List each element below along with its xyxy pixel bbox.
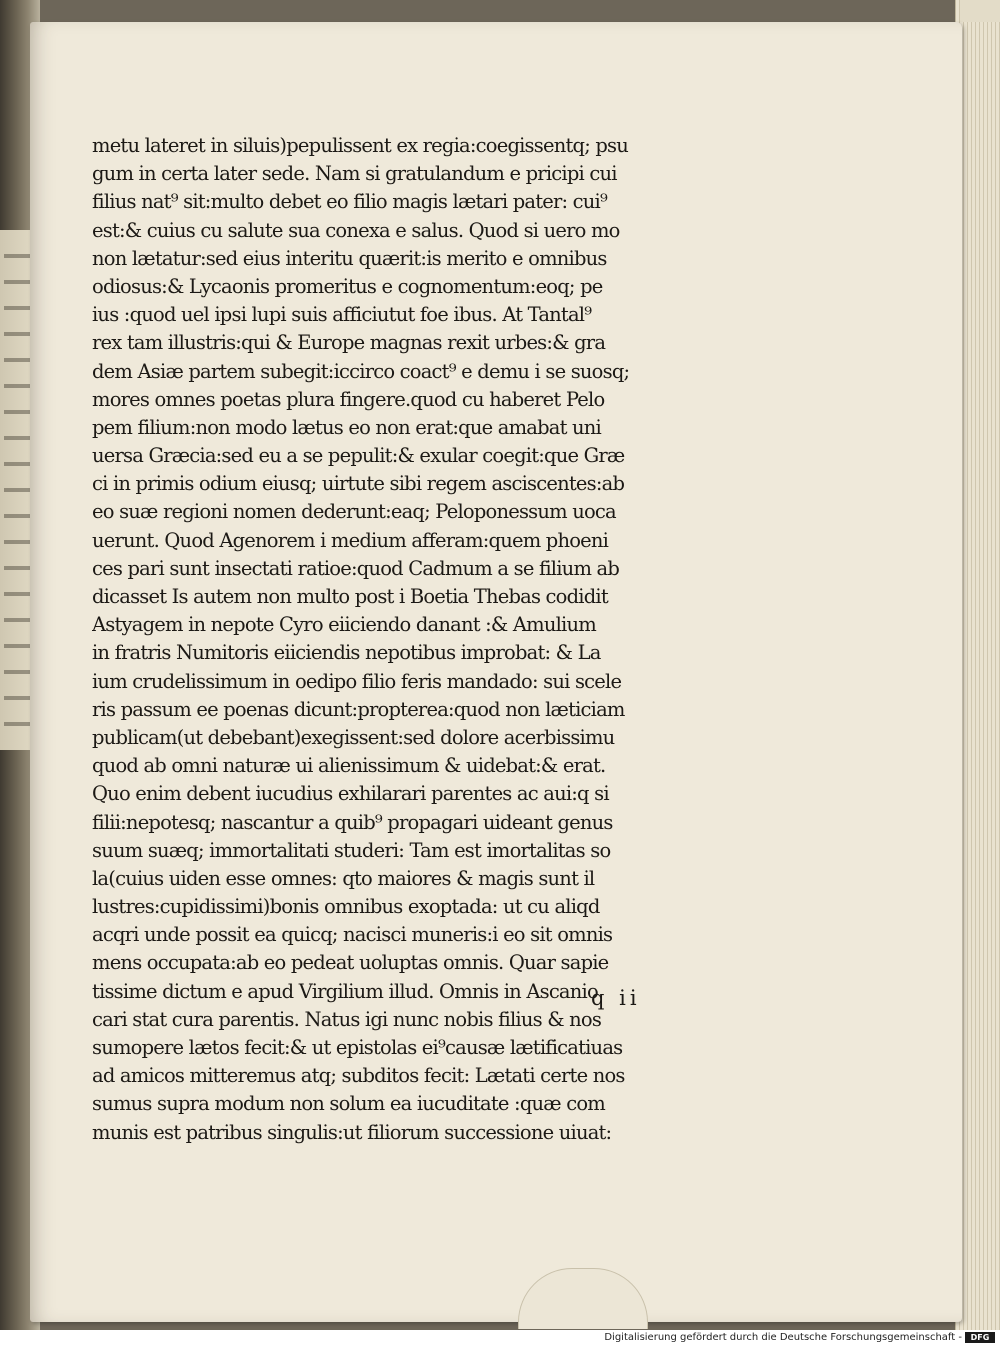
text-line: sumopere lætos fecit:& ut epistolas ei⁹causæ lætificatiuas bbox=[92, 1036, 623, 1059]
text-line: non lætatur:sed eius interitu quærit:is merito e omnibus bbox=[92, 246, 607, 270]
page-corner bbox=[960, 0, 1000, 22]
text-line: ius :quod uel ipsi lupi suis afficiutut foe ibus. At Tantal⁹ bbox=[92, 303, 592, 327]
text-line: publicam(ut debebant)exegissent:sed dolore acerbissimu bbox=[92, 725, 615, 749]
text-line: la(cuius uiden esse omnes: qto maiores & magis sunt il bbox=[92, 866, 595, 890]
text-line: pem filium:non modo lætus eo non erat:que amabat uni bbox=[92, 415, 601, 439]
text-line: ces pari sunt insectati ratioe:quod Cadmum a se filium ab bbox=[92, 556, 620, 580]
text-line: dicasset Is autem non multo post i Boetia Thebas codidit bbox=[92, 585, 608, 608]
text-line: cari stat cura parentis. Natus igi nunc nobis filius & nos bbox=[92, 1007, 602, 1031]
text-line: est:& cuius cu salute sua conexa e salus. Quod si uero mo bbox=[92, 218, 620, 242]
text-line: ci in primis odium eiusq; uirtute sibi regem asciscentes:ab bbox=[92, 472, 625, 496]
text-line: rex tam illustris:qui & Europe magnas rexit urbes:& gra bbox=[92, 331, 606, 355]
text-line: ium crudelissimum in oedipo filio feris mandado: sui scele bbox=[92, 669, 622, 693]
text-line: tissime dictum e apud Virgilium illud. Omnis in Ascanio bbox=[92, 979, 598, 1003]
text-line: odiosus:& Lycaonis promeritus e cognomentum:eoq; pe bbox=[92, 274, 603, 298]
footer-bar bbox=[0, 1330, 1000, 1345]
text-line: filii:nepotesq; nascantur a quib⁹ propagari uideant genus bbox=[92, 810, 613, 834]
dfg-logo: DFG bbox=[965, 1332, 995, 1343]
text-line: quod ab omni naturæ ui alienissimum & uidebat:& erat. bbox=[92, 754, 606, 778]
text-line: gum in certa later sede. Nam si gratulandum e pricipi cui bbox=[92, 162, 617, 186]
text-line: sumus supra modum non solum ea iucuditate :quæ com bbox=[92, 1092, 605, 1116]
text-line: acqri unde possit ea quicq; nacisci muneris:i eo sit omnis bbox=[92, 923, 613, 947]
text-line: filius nat⁹ sit:multo debet eo filio magis lætari pater: cui⁹ bbox=[92, 190, 607, 214]
text-line: munis est patribus singulis:ut filiorum successione uiuat: bbox=[92, 1120, 612, 1144]
text-line: mens occupata:ab eo pedeat uoluptas omnis. Quar sapie bbox=[92, 951, 609, 975]
signature-mark: q ii bbox=[591, 986, 641, 1010]
text-line: mores omnes poetas plura fingere.quod cu haberet Pelo bbox=[92, 387, 605, 411]
text-line: eo suæ regioni nomen dederunt:eaq; Peloponessum uoca bbox=[92, 500, 616, 524]
text-line: uerunt. Quod Agenorem i medium afferam:quem phoeni bbox=[92, 528, 609, 552]
text-line: in fratris Numitoris eiiciendis nepotibus improbat: & La bbox=[92, 641, 601, 665]
text-line: dem Asiæ partem subegit:iccirco coact⁹ e demu i se suosq; bbox=[92, 359, 630, 383]
text-line: suum suæq; immortalitati studeri: Tam est imortalitas so bbox=[92, 838, 611, 862]
text-line: ad amicos mitteremus atq; subditos fecit: Lætati certe nos bbox=[92, 1064, 625, 1088]
text-line: lustres:cupidissimi)bonis omnibus exoptada: ut cu aliqd bbox=[92, 895, 600, 919]
text-line: Quo enim debent iucudius exhilarari parentes ac aui:q si bbox=[92, 782, 609, 806]
text-column bbox=[92, 132, 668, 1147]
text-line: uersa Græcia:sed eu a se pepulit:& exular coegit:que Græ bbox=[92, 444, 625, 468]
text-line: Astyagem in nepote Cyro eiiciendo danant :& Amulium bbox=[92, 613, 596, 637]
text-line: ris passum ee poenas dicunt:propterea:quod non læticiam bbox=[92, 697, 625, 721]
funding-credit: Digitalisierung gefördert durch die Deutsche Forschungsgemeinschaft - bbox=[604, 1332, 962, 1343]
text-line: metu lateret in siluis)pepulissent ex regia:coegissentq; psu bbox=[92, 134, 629, 157]
